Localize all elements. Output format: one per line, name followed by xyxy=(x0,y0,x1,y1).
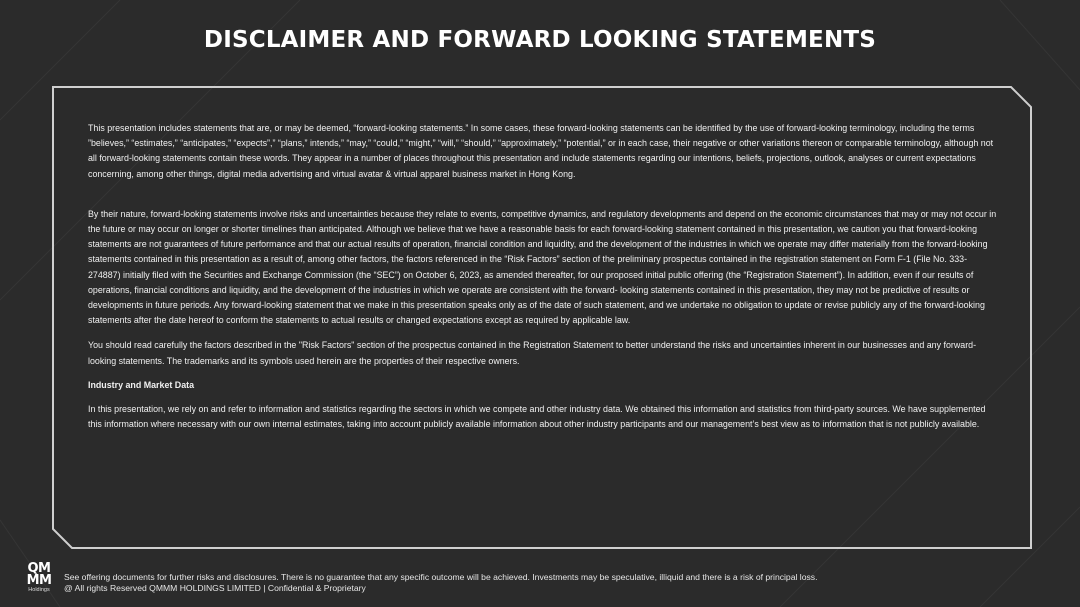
disclaimer-body xyxy=(88,121,998,432)
industry-data-heading: Industry and Market Data xyxy=(88,379,195,390)
page-title: DISCLAIMER AND FORWARD LOOKING STATEMENTS xyxy=(203,27,877,53)
risks-paragraph: By their nature, forward-looking statements involve risks and uncertainties because they relate to events, competitive dynamics, and regulatory developments and depend on the economic circumstances that may or may not occur in the future or may occur on longer or shorter timelines than anticipated. Although we believe that we have a reasonable basis for each forward-looking statement contained in this presentation, we caution you that forward-looking statements are not guarantees of future performance and that our actual results of operation, financial condition and liquidity, and the development of the industries in which we operate may differ materially from the forward-looking statements contained in this presentation as a result of, among other factors, the factors referenced in the “Risk Factors” section of the preliminary prospectus contained in the registration statement on Form F-1 (File No. 333-274887) initially filed with the Securities and Exchange Commission (the “SEC”) on October 6, 2023, as amended thereafter, for our proposed initial public offering (the “Registration Statement”). In addition, even if our results of operations, financial conditions and liquidity, and the development of the industries in which we operate are consistent with the forward- looking statements contained in this presentation, they may not be predictive of results or developments in future periods. Any forward-looking statement that we make in this presentation speaks only as of the date of such statement, and we undertake no obligation to update or revise publicly any of the forward-looking statements after the date hereof to conform the statements to actual results or changed expectations except as required by applicable law. xyxy=(88,208,997,326)
logo-mark: QM MM xyxy=(26,561,52,588)
industry-data-paragraph: In this presentation, we rely on and refer to information and statistics regarding the sectors in which we compete and other industry data. We obtained this information and statistics from third-party sources. We have supplemented this information where necessary with our own internal estimates, taking into account publicly available information about other industry participants and our management’s best view as to information that is not publicly available. xyxy=(88,404,986,430)
company-logo xyxy=(22,563,56,594)
logo-subtitle: Holdings xyxy=(28,587,50,593)
footer-disclosure-line: See offering documents for further risks and disclosures. There is no guarantee that any specific outcome will be achieved. Investments may be speculative, illiquid and there is a risk of principal loss. xyxy=(64,572,818,582)
risk-factors-paragraph: You should read carefully the factors described in the "Risk Factors" section of the prospectus contained in the Registration Statement to better understand the risks and uncertainties inherent in our businesses and any forward-looking statements. The trademarks and its symbols used herein are the properties of their respective owners. xyxy=(88,340,977,366)
footer-disclosure xyxy=(64,572,817,594)
footer xyxy=(22,563,1062,603)
forward-looking-paragraph: This presentation includes statements that are, or may be deemed, “forward-looking statements.” In some cases, these forward-looking statements can be identified by the use of forward-looking terminology, including the terms ”believes,” “estimates,” “anticipates,” “expects”,” “plans,” intends,” “may,” “could,” “might,” “will,” “should,” “approximately,” “potential,” or in each case, their negative or other variations thereon or comparable terminology, although not all forward-looking statements contain these words. They appear in a number of places throughout this presentation and include statements regarding our intentions, beliefs, projections, outlook, analyses or current expectations concerning, among other things, digital media advertising and virtual avatar & virtual apparel business market in Hong Kong. xyxy=(88,123,994,179)
footer-copyright-line: @ All rights Reserved QMMM HOLDINGS LIMITED | Confidential & Proprietary xyxy=(64,583,366,593)
